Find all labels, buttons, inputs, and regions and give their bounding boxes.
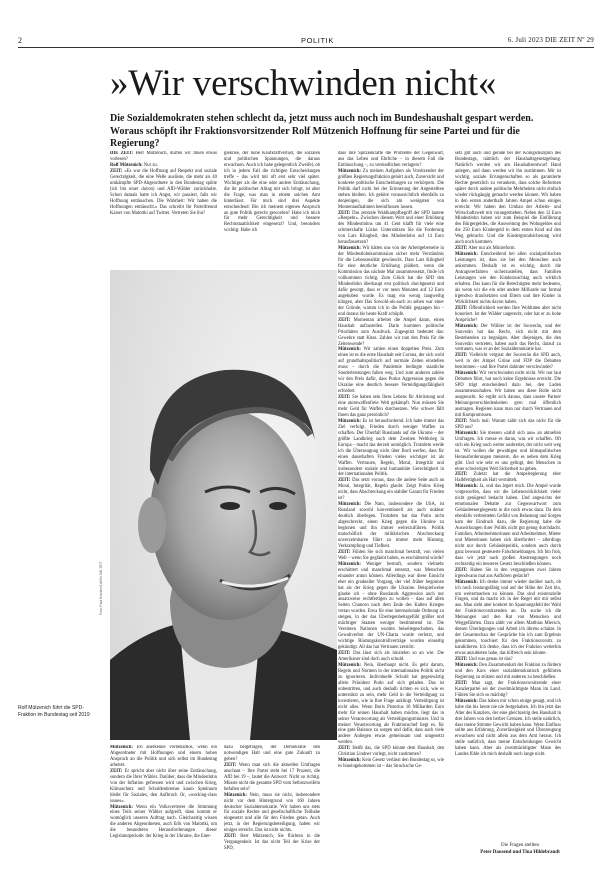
speaker-label: Mützenich: [338,168,361,174]
interview-paragraph [110,805,217,841]
paragraph-text: Sie haben sein Ihres Lebens für Abrüstung und eine atomwaffenfreie Welt gekämpft. Nun müssen Sie mehr Geld für Waffen durchsetzen. Wie schwer fällt Ihnen das ganz persönlich? [338,395,444,418]
interview-paragraph [455,472,561,484]
speaker-label: ZEIT: [224,834,237,840]
paragraph-text: Das haben mir schon einige gesagt, und ich habe das bis heute nie nie festgehalten. Ich bin jetzt das Alter des Kanzlers, der eine gleichzeitig den Haushalt in drei Jahren von den herber Grenzen. Ich stelle natürlich, dass meine Stimme Gewicht haben kann. Wenn Einfluss sollte aus Erfahrung, Zuverlässigkeit und Überzeugung erwachsen und nicht allein aus dem Amt heraus. Ich stelle natürlich, dass meine Entscheidungen Gewicht haben kann. Aber als zweitmächtigster Mann des Landes fühle ich mich deshalb noch lange nicht. [455,698,561,758]
paragraph-text: Herr Mützenich, dürfen wir Ihnen etwas vorlesen? [110,151,217,162]
interview-paragraph [455,484,561,567]
paragraph-text: Den Zusammenhalt der Fraktion zu fördern und den Kurs einer sozialdemokratisch geführten Regierung zu stützen und mit anderen zu beschließen. [455,662,561,680]
speaker-label: ZEIT: [338,651,351,657]
interview-paragraph [455,568,561,580]
interview-paragraph [455,699,561,759]
paragraph-text: Der Wähler ist der Souverän, und der Souverän hat das Recht, sich nicht mit dem Bestehenden zu begnügen. Aber diejenigen, die den Souverän vertreten, haben auch das Recht, darauf zu vertrauen, was er an der Sozialdemokratie hat. [455,323,561,353]
interview-paragraph [455,580,561,657]
paragraph-text: Und was genau ist das? [467,657,513,663]
interview-paragraph [455,353,561,371]
speaker-label: ZEIT: [338,478,351,484]
speaker-label: ZEIT: [110,768,123,774]
speaker-label: Mützenich: [455,579,478,585]
interview-paragraph [338,550,444,562]
speaker-label: Mützenich: [338,758,361,764]
interview-paragraph [338,478,444,502]
speaker-label: ZEIT: [455,567,468,573]
portrait-illustration [110,270,337,740]
paragraph-text: Es ist herausfordernd. Ich habe immer das Ziel verfolgt, Frieden durch weniger Waffen zu schaffen. Der Überfall Russlands auf die Ukraine – der größte Landkrieg nach dem Zweiten Weltkrieg in Europa – macht das derzeit unmöglich. Trotzdem werde ich die Überzeugung nicht über Bord werfen, dass für einen dauerhaften Frieden vieles wichtiger ist als Waffen. Vertrauen, Regeln, Moral, Integrität und insbesondere soziale und humanitäre Gerechtigkeit in der internationalen Politik. [338,418,444,478]
paragraph-text: Man sagt, der Fraktionsvorsitzende einer Kanzlerpartei sei der zweitmächtigste Mann im Land. Fühlen Sie sich so mächtig? [455,680,561,698]
speaker-label: ZEIT: [338,746,351,752]
paragraph-text: Ich anerkenne vorbehaltlos, wenn ein Abgeordneter mit Hoffnungen und einem hohen Anspruch an die Politik und sich selbst im Bundestag arbeitet. [110,745,217,768]
paragraph-text: Haben Sie in den vergangenen zwei Jahren irgendwann mal ans Aufhören gedacht? [455,567,561,579]
paragraph-text: Wenn man sich die aktuellen Umfragen anschaut – Ihre Partei steht bei 17 Prozent, die AfD bei 19 –, lautet die Antwort: Nicht so richtig. Müsste nicht die gesamte SPD vom Selbstzweifeln befallen sein? [224,762,320,792]
speaker-label: ZEIT: [338,317,351,323]
speaker-label: ZEIT: [455,305,468,311]
speaker-label: Mützenich: [338,246,361,252]
paragraph-text: Ich denke immer wieder darüber nach, ob ich noch leistungsfähig und auf der Höhe der Zeit bin, um weitermachen zu können. Das sind existenzielle Fragen, und da macht ich in der Regel mit mir selbst aus. Man sieht aber konkret im Spannungsfeld der Wahl der Fraktionsvorsitzenden an. Da suche ich die Meinungen und den Rat von Menschen und Weggefährten. Dazu zählt vor allem Matthias Miersch, dessen Überlegungen und Arbeit ich übrens schätze. In der Gesamtschau der Gespräche bin ich zum Ergebnis gekommen, touchiert für den Fraktionsvorsitz zu kandidieren. Ich denke, dass ich der Fraktion weiterhin etwas anzubieten habe, das hilfreich sein könnte. [455,579,561,657]
paragraph-text: Wenn ein Volksvertreter die Stimmung eines Teils seiner Wähler aufgreift, dann kommt er womöglich unseren Auftrag nach. Gleichzeitig wissen die anderen Abgeordneten, auch Erik von Malottki, um die besonderen Herausforderungen dieser Legislaturperiode: der Krieg in der Ukraine, die Ener- [110,804,217,840]
speaker-label: Mützenich: [338,418,361,424]
column-1-bottom [110,745,217,859]
speaker-label: Mützenich: [338,662,361,668]
photo-caption: Rolf Mützenich führt die SPD-Fraktion im Bundestag seit 2019 [18,705,90,718]
column-1-top [110,151,217,263]
portrait-photo [110,270,337,740]
byline [455,843,585,856]
interview-paragraph [110,745,217,769]
speaker-label: ZEIT: [455,246,468,252]
article-headline: »Wir verschwinden nicht« [110,63,497,104]
paragraph-text: Sie messen »zahlt sich aus« an aktuellen Umfragen. Ich messe es daran, was wir schaffen. Oft sich ein Krieg noch weiter ausbreitet, der nicht weit weg ist. Wir wollen die gewaltigen und klimapolitischen Herausforderungen meistern, die es neben dem Krieg gibt. Und wie sehr es uns gelingt, den Menschen in einer schwierigen Welt Sicherheit zu geben. [455,430,561,472]
interview-paragraph [338,246,444,317]
speaker-label: ZEIT: [455,353,468,359]
paragraph-text: Ja, und das ärgert mich. Die Ampel wurde vorgeworfen, dass wir die Lebenswirklichkeit vieler nicht genügend bedacht haben. Und angesichts der emotionalen Debatte zur Gegenwartwort zum Gebäudeenergiegesetz in die noch etwas dazu. Da dem ebenfalls verbreiteten Gefühl von Belastung und Sorgen kam der Eindruck dazu, die Regierung habe die Auswirkungen ihrer Politik nicht gut genug durchdacht. Familien, Arbeitnehmerinnen und Arbeitnehmer, Mieter und Mieterinnen haben sich überfordert – allerdings nicht nur durch Gebäudepolitik, sondern auch durch ganz bewusst gesteuerte Falschmeldungen. Ich bin froh, dass wir jetzt nach großen Anstrengungen noch rechtzeitig ein besseres Gesetz beschließen können. [455,484,561,567]
speaker-label: Mützenich: [455,662,478,668]
interview-paragraph [224,745,320,763]
section-label: POLITIK [301,36,334,45]
interview-paragraph [338,347,444,395]
paragraph-text: Aber nur als Minireform. [467,246,516,252]
paragraph-text: »Es war die Hoffnung auf Respekt und soziale Gerechtigkeit, die eine Welle auslöste, die mehr als 40 umkämpfte SPD-Abgeordnete in den Bundestag spülte (ich bin einer davon) und AfD-Wähler zurückholte. Schon damals hatte ich Angst, wir passiert, falls wir Hoffnung enttäuschen. Die Wahrheit: Wir haben die Hoffnungen enttäuscht.« Das schreibt Ihr Parteifreund Kaiser von Malottki auf Twitter. Vertreten Sie ihn? [110,168,217,216]
speaker-label: ZEIT: [455,680,468,686]
column-2-bottom [224,745,320,859]
paragraph-text: Nur zu. [142,162,158,168]
paragraph-text: Weniger bestraft, sondern vielmehr erschüttert und manchmal entsetzt, was Menschen einander antun können. Allerdings war diese Einsicht eher ein gradueller Vorgang, der viel früher begonnen hat als der Krieg gegen die Ukraine. Beispielweise glaube ich – ohne Russlands Aggression auch nur ansatzweise rechtfertigen zu wollen – dass auf allen Seiten Chancen nach dem Ende des Kalten Krieges vertan wurden. Etwa für eine internationale Ordnung zu steigen, in der das Überlegenheitsgefühl größer und mächtiger Staaten weniger bestimmend ist. Die Vereinten Nationen wurden beiseitegeschoben, das Gewaltverbot der UN-Charta wurde verletzt, und wichtige Rüstungskontrollverträge wurden einseitig gekündigt. All das hat Vertrauen zerstört. [338,561,444,651]
interview-paragraph [110,151,217,163]
interview-paragraph [455,371,561,419]
header-rule [18,47,594,48]
interview-paragraph [455,431,561,473]
paragraph-text: Zu meinen Aufgaben als Vorsitzender der größten Regierungsfraktion gehört auch, Zuversicht und konkrete politische Entscheidungen zu verkörpern. Die Politik darf nicht bei der Erinnerung der Angestellten stehen bleiben. Ich gehöre voraussichtlich ebenfalls zu denjenigen, die sich am wenigsten von Momentaufnahmen beeinflussen lassen. [338,168,444,210]
paragraph-text: Das lässt sich als hinzielen so an wie: Die Amerikaner sind doch auch schuld. [338,651,444,663]
interview-paragraph [455,663,561,681]
paragraph-text: Nein, muss sie nicht, insbesondere nicht vor dem Hintergrund von 160 Jahren deutscher Sozialdemokratie. Wir haben uns stets für soziale Rechte und gesellschaftliche Teilhabe eingesetzt und alle für den Frieden getan. Auch jetzt, in der Regierungsbeteiligung, haben wir einiges erreicht. Das ist nicht nichts. [224,792,320,834]
column-2-top [224,151,320,269]
paragraph-text: Zuletzt hat die Ampelregierung eher Halbfertigkeit als Halt vermittelt. [455,472,561,484]
speaker-label: Rolf Mützenich: [110,162,143,168]
paragraph-text: Noch mal: Warum zahlt sich das nicht für die SPD aus? [455,418,561,430]
paragraph-text: setz gilt auch und gerade bei der Königsdisziplin des Bundestags, nämlich der Haushaltsgesetzgebung. Natürlich werden wir am Haushaltsentwurf Hand anlegen, und dann werden wir ihn zustimmen. Mir ist wichtig, soziale Errungenschaften so als garantierte Rechte gesetzlich zu verankern, dass solche Reformen später durch andere politische Mehrheiten nicht einfach wieder rückgängig gemacht werden können. Wir haben in den ersten anderthalb Jahren Ampel schon einiges erreicht: Wir haben den Umbau der Arbeits- und Wirtschaftswelt mit vorangetrieben. Neben den 12 Euro Mindestlohn haben wir zum Beispiel die Einführung des Bürgergeldes, die Ausweitung des Wohngeldes und die 250 Euro Kindergeld in dem ersten Kind auf den Weg gebracht. Und die Kindergrundsicherung wird auch noch kommen. [455,151,561,246]
interview-paragraph [338,502,444,550]
byline-intro: Die Fragen stellten [500,843,540,848]
paragraph-text: Vielleicht vergisst der Souverän die SPD auch, weil in der Ampel Grüne und FDP die Debatten bestimmen – und Ihre Partei dahinter verschwindet? [455,353,561,371]
speaker-label: Mützenich: [110,745,133,750]
interview-paragraph [455,419,561,431]
speaker-label: ZEIT: [224,762,237,768]
interview-paragraph [110,169,217,217]
paragraph-text: dazu beigetragen, der Demokratie den notwendigen Halt und eine gute Zukunft zu geben? [224,745,320,762]
paragraph-text: Entscheidend bei allen sozialpolitischen Leistungen ist, dass sie bei den Menschen auch ankommen. Deshalb ist es wichtig, durch die Antragsverfahren sicherzustellen, dass Familien Leistungen wie den Kinderzuschlag auch wirklich erhalten. Das kann für die Berechtigten mehr bedeuten, als wenn wir die ein oder andere Milliarde nur formal irgendwo draufsetzten und Eltern und ihre Kinder in Wirklichkeit nichts davon haben. [455,252,561,305]
speaker-label: ZEIT: [338,549,351,555]
paragraph-text: Wir verschwinden nicht nicht. Wir nur laut Debatten führt, hat noch keine Ergebnisse erreicht. Die SPD trägt entscheidend dazu bei, den Laden zusammenzuhalten. Wir haben uns diese Rolle nicht ausgesucht. So ergibt sich daraus, dass unsere Partner Meinungsverschiedenheiten gern mal öffentlich austragen. Regieren kann man nur durch Vertrauen und mit Kompromissen. [455,371,561,418]
speaker-label: Mützenich: [338,347,361,353]
paragraph-text: Er spricht aber nicht über seine Enttäuschung, sondern die Ihrer Wähler. Darüber, dass die Mindestlohn von der Inflation gefressen wird und zwischen Krieg, Klimaschutz und Schuldenbremse kaum Spielraum bleibt für Soziales, den Aufbruch Or, »working-class issues«. [110,768,217,804]
speaker-label: Mützenich: [455,323,478,329]
interview-paragraph [110,769,217,805]
speaker-label: ZEIT: [455,657,468,663]
interview-paragraph [224,834,320,852]
interview-paragraph [338,151,444,169]
column-3 [338,151,444,858]
interview-paragraph [338,663,444,746]
column-4 [455,151,561,841]
paragraph-text: Wir zahlen einen doppelten Preis. Zum einen ist es die erste Haushalt seit Corona, der sich wohl auf grundhaltspolitisch auf normale Zeiten einstellen muss – durch die Pandemie bedingte staatliche Sonderleistungen fallen weg. Und zum anderen zahlen wir den Preis dafür, dass Putins Aggression gegen die Ukraine eine deutlich bessere Verteidigungsfähigkeit erfordert. [338,347,444,395]
interview-paragraph [338,318,444,348]
speaker-label: Mützenich: [110,804,133,810]
speaker-label: Mützenich: [455,698,478,704]
issue-date: 6. Juli 2023 DIE ZEIT Nº 29 [507,36,594,44]
interview-paragraph [338,651,444,663]
speaker-label: DIE ZEIT: [110,151,134,156]
paragraph-text: Kein Gesetz verlässt den Bundestag so, wie es hineingekommen ist – das Strucksche Ge- [338,758,444,770]
interview-paragraph [455,324,561,354]
paragraph-text: Das zentrale Wahlkampfbegriff der SPD lautete »Respekt«. Zwischen diesem Wort und einer Erhöhung des Mindestlohns um 41 Cent klafft für viele eine schmerzhafte Lücke. Unterstützen Sie die Forderung von Lars Klingbeil, den Mindestlohn auf 14 Euro heraufzusetzen? [338,210,444,246]
paragraph-text: Die Nato, insbesondere die USA, ist Russland sowohl konventionell als auch nuklear deutlich überlegen. Trotzdem hat das Putin nicht abgeschreckt, einen Krieg gegen die Ukraine zu beginnen und ihn immer weiterzuführen. Politik mutschöllich der militärischen Abschreckung unverzeimbaren führt zu immer mehr Rüstung, Verkrampfung und Tiefheit. [338,502,444,549]
paragraph-text: Herr Mützenich, Sie flüchten in die Vergangenheit. Ist das nicht Teil der Krise der SPD, [224,834,320,852]
interview-paragraph [455,151,561,246]
speaker-label: Mützenich: [455,430,478,436]
paragraph-text: Nein, überhaupt nicht. Es geht darum, Regeln und Normen in der internationalen Politik nicht zu ignorieren. Individuelle Schuld hat gegenwärtig allein Präsident Putin auf sich geladen. Das ist unbestritten, und auch deshalb richten es sich, wie es unterstützt zu sein, mehr Geld in die Verteidigung zu investieren, wie in Ihre Frage anklingt. Verteidigung ist nicht alles. Wenn Boris Pistorius 10 Milliarden Euro mehr für seinen Haushalt haben möchte, liegt das in seiner Verantwortung als Verteidigungsminister. Und in meiner Verantwortung als Fraktionschef liegt es, für eine gute Balance zu sorgen und dafür, dass auch viele andere Anliegen etwas gemeinsam und umgesetzt werden. [338,662,444,746]
paragraph-text: Wir hätten uns von der Arbeitgeberseite in der Mindestlohnkommission sicher mehr Verständnis für die Lebensrealität gewünscht. Dass Lars Klingbeil für eine deutliche Erhöhung plädiert, wenn die Kommission das nächste Mal zusammensetzt, finde ich vollkommen richtig. Zum Glück hat die SPD den Mindestlohn überhaupt erst politisch durchgesetzt und dafür gesorgt, dass er vor neun Monaten auf 12 Euro angehoben wurde. Es mag ein wenig langweilig klingen, aber Das Sowohl-als-auch zu sehen war einer der Gründe, warum ich in die Politik gegangen bin – und daraus bis heute Kraft schöpfe. [338,246,444,317]
speaker-label: Mützenich: [455,371,478,377]
interview-paragraph [338,746,444,758]
byline-authors: Peter Dausend und Tina Hildebrandt [480,849,560,855]
paragraph-text: Momentan arbeitet die Ampel daran, einen Haushalt aufzustellen. Darin kommen politische Prioritäten zum Ausdruck. Zugespitzt bedeutet das: Gewehre statt Kitas. Zahlen wir nun den Preis für die Zeitenwende? [338,317,444,347]
interview-paragraph [224,763,320,793]
speaker-label: Mützenich: [224,792,247,798]
speaker-label: Mützenich: [338,561,361,567]
speaker-label: ZEIT: [455,418,468,424]
interview-paragraph [338,169,444,211]
article-lead: Die Sozialdemokraten stehen schlecht da, jetzt muss auch noch im Bundeshaushalt gespart werden. Woraus schöpft ihr Fraktionsvorsitzender Rolf Mützenich Hoffnung für seine Partei und für die Regierung? [110,113,534,149]
interview-paragraph [338,211,444,247]
interview-paragraph [338,758,444,770]
interview-paragraph [455,252,561,306]
interview-paragraph [338,395,444,419]
speaker-label: ZEIT: [338,210,351,216]
interview-paragraph [338,419,444,479]
speaker-label: Mützenich: [455,252,478,258]
photo-credit: Foto: Paul Kranzler/Laif für DIE ZEIT [99,561,103,615]
speaker-label: ZEIT: [110,168,123,174]
paragraph-text: dass ihre Spitzenkräfte die Probleme der Gegenwart, aus das Leben und Ehrliche – in diesem Fall die Enttäuschung –, zu verniedlichen verlagern? [338,151,444,168]
interview-paragraph [224,793,320,835]
page-number: 2 [18,36,22,45]
interview-paragraph [338,562,444,651]
paragraph-text: Öffentlichkeit werden Ihre Wohltaten aber nicht honoriert. Ist der Wähler ungerecht, oder hat er zu hohe Ansprüche? [455,305,561,323]
paragraph-text: Fühlen Sie sich manchmal bestraft, von vielen Welt – wenn Sie gegläubt haben, es erschütternd würde? [338,549,444,561]
interview-paragraph [455,306,561,324]
interview-paragraph [224,151,320,234]
speaker-label: ZEIT: [455,472,468,478]
paragraph-text: giekrise, der hohe Kaufkraftverlust, die sozialen und politischen Spannungen, die daraus erwachsen. Auch ich habe gelegentlich Zweifel, ob ich in jedem Fall die richtigen Entscheidungen treffe – das wird mir oft erst sehr viel später. Wichtiger als die eine oder andere Enttäuschung, die ihr politischer Alltag mit sich bringt, ist aber die Frage, was man in einem solchen Amt hinterlässt. Für mich sind drei Aspekte entscheidend: Bin ich meinem eigenen Anspruch an gute Politik gerecht geworden? Habe ich mich für mehr Gerechtigkeit und bessere Rechtsstaatlichkeit eingesetzt? Und, besonders wichtig: Habe ich [224,151,320,234]
interview-paragraph [455,681,561,699]
paragraph-text: Das setzt voraus, dass die andere Seite auch an Moral, Integrität, Regeln glaubt. Zeigt Putins Krieg nicht, dass Abschreckung ein stabiler Garant für Frieden ist? [338,478,444,502]
paragraph-text: Heißt das, die SPD könnte dem Haushalt, den Christian Lindner vorlegt, nicht zustimmen? [338,746,444,758]
speaker-label: Mützenich: [455,484,478,490]
speaker-label: ZEIT: [338,395,351,401]
speaker-label: Mützenich: [338,502,361,508]
